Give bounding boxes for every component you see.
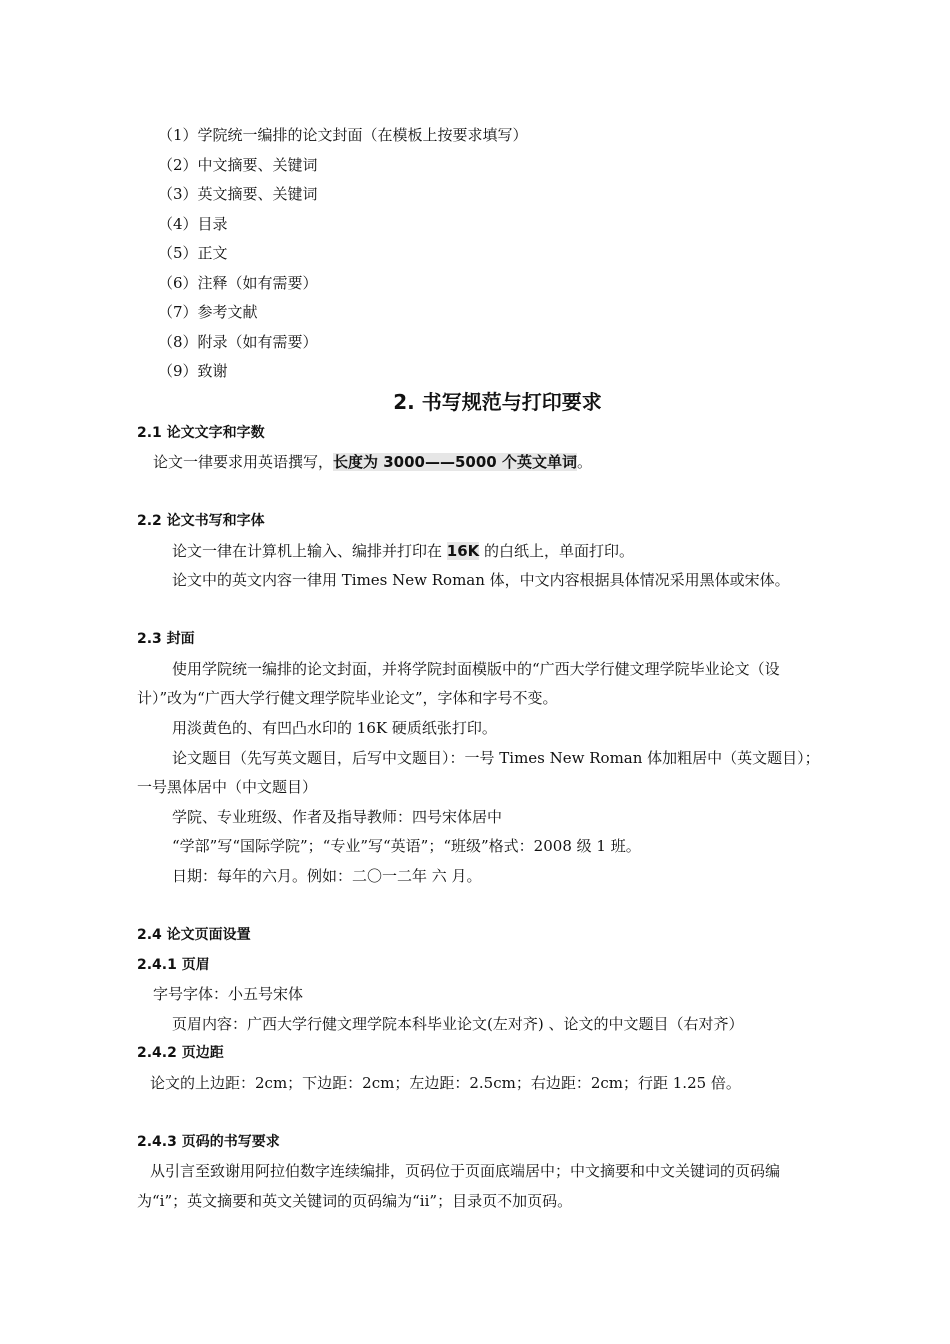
- heading-2-4-3: 2.4.3 页码的书写要求: [137, 1134, 280, 1150]
- list-item: （2）中文摘要、关键词: [158, 156, 318, 174]
- heading-2-1: 2.1 论文文字和字数: [137, 425, 265, 441]
- paragraph-2-4-1-line2: 页眉内容：广西大学行健文理学院本科毕业论文(左对齐) 、论文的中文题目（右对齐）: [172, 1015, 744, 1033]
- paragraph-2-3-p5: “学部”写“国际学院”；“专业”写“英语”；“班级”格式：2008 级 1 班。: [172, 837, 641, 855]
- list-item: （3）英文摘要、关键词: [158, 185, 318, 203]
- list-item: （1）学院统一编排的论文封面（在模板上按要求填写）: [158, 126, 528, 144]
- word-count-requirement: 长度为 3000——5000 个英文单词: [333, 453, 577, 471]
- paragraph-2-4-1-line1: 字号字体：小五号宋体: [153, 985, 304, 1003]
- heading-2-2: 2.2 论文书写和字体: [137, 513, 265, 529]
- list-item: （8）附录（如有需要）: [158, 333, 318, 351]
- paragraph-2-3-p6: 日期：每年的六月。例如：二〇一二年 六 月。: [172, 867, 482, 885]
- paragraph-2-4-2-line1: 论文的上边距：2cm；下边距：2cm；左边距：2.5cm；右边距：2cm；行距 1.25 倍。: [150, 1074, 741, 1092]
- paragraph-2-3-p1-line2: 计）”改为“广西大学行健文理学院毕业论文”，字体和字号不变。: [137, 689, 558, 707]
- heading-2-4: 2.4 论文页面设置: [137, 927, 251, 943]
- heading-2-4-1: 2.4.1 页眉: [137, 957, 210, 973]
- list-item: （5）正文: [158, 244, 228, 262]
- paragraph-2-4-3-line1: 从引言至致谢用阿拉伯数字连续编排，页码位于页面底端居中；中文摘要和中文关键词的页码编: [150, 1162, 781, 1180]
- heading-2-4-2: 2.4.2 页边距: [137, 1045, 224, 1061]
- paragraph-2-3-p3-line1: 论文题目（先写英文题目，后写中文题目）：一号 Times New Roman 体加粗居中（英文题目）；: [172, 749, 820, 767]
- text-suffix: 的白纸上，单面打印。: [479, 542, 635, 560]
- paragraph-2-4-3-line2: 为“i”；英文摘要和英文关键词的页码编为“ii”；目录页不加页码。: [137, 1192, 573, 1210]
- heading-2-3: 2.3 封面: [137, 631, 195, 647]
- section-title: 2. 书写规范与打印要求: [393, 390, 602, 414]
- paragraph-2-3-p2: 用淡黄色的、有凹凸水印的 16K 硬质纸张打印。: [172, 719, 497, 737]
- text-suffix: 。: [576, 453, 592, 471]
- paper-size: 16K: [446, 542, 480, 560]
- list-item: （4）目录: [158, 215, 228, 233]
- list-item: （9）致谢: [158, 362, 228, 380]
- paragraph-2-3-p1-line1: 使用学院统一编排的论文封面，并将学院封面模版中的“广西大学行健文理学院毕业论文（设: [172, 660, 780, 678]
- paragraph-2-1: [153, 452, 592, 472]
- text-prefix: 论文一律要求用英语撰写，: [153, 453, 334, 471]
- paragraph-2-2-line1: [172, 541, 634, 561]
- text-prefix: 论文一律在计算机上输入、编排并打印在: [172, 542, 447, 560]
- paragraph-2-3-p4: 学院、专业班级、作者及指导教师：四号宋体居中: [172, 808, 503, 826]
- list-item: （6）注释（如有需要）: [158, 274, 318, 292]
- list-item: （7）参考文献: [158, 303, 258, 321]
- paragraph-2-2-line2: 论文中的英文内容一律用 Times New Roman 体，中文内容根据具体情况采用黑体或宋体。: [172, 571, 790, 589]
- paragraph-2-3-p3-line2: 一号黑体居中（中文题目）: [137, 778, 318, 796]
